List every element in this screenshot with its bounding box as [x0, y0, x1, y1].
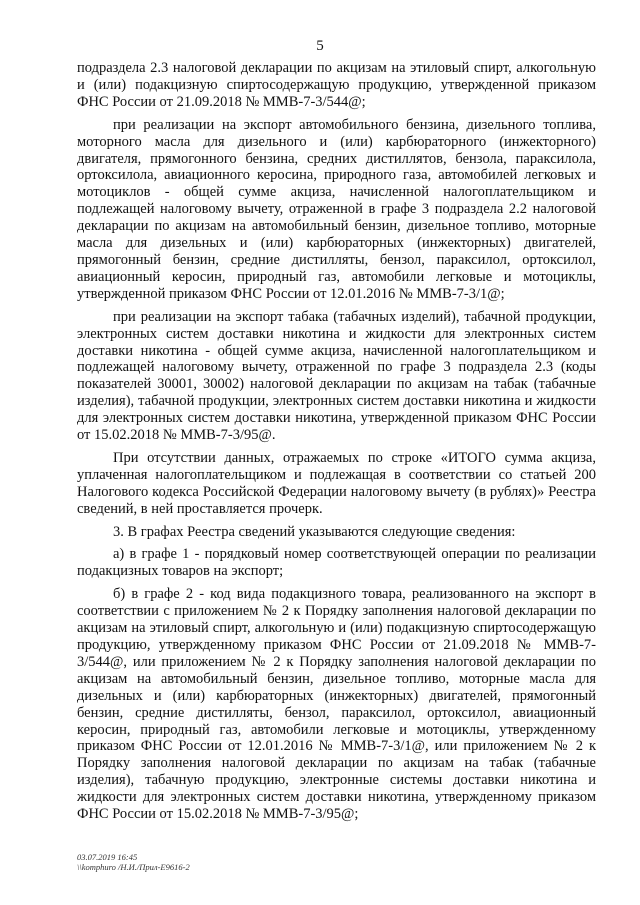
document-footer	[77, 852, 190, 872]
paragraph-no-data: При отсутствии данных, отражаемых по строке «ИТОГО сумма акциза, уплаченная налогоплательщиком и подлежащая в соответствии со статьей 200 Налогового кодекса Российской Федерации налоговому вычету (в рублях)» Реестра сведений, в ней проставляется прочерк.	[77, 449, 596, 517]
page-number: 5	[316, 38, 324, 54]
paragraph-fuel-export: при реализации на экспорт автомобильного бензина, дизельного топлива, моторного масла для дизельного и (или) карбюраторного (инжекторного) двигателя, прямогонного бензина, средних дистиллятов, бензола, параксилола, ортоксилола, авиационного керосина, природного газа, автомобилей легковых и мотоциклов - общей сумме акциза, начисленной налогоплательщиком и подлежащей налоговому вычету, отраженной в графе 3 подраздела 2.2 налоговой декларации по акцизам на автомобильный бензин, дизельное топливо, моторные масла для дизельных и (или) карбюраторных (инжекторных) двигателей, прямогонный бензин, средние дистилляты, бензол, параксилол, ортоксилол, авиационный керосин, природный газ, автомобили легковые и мотоциклы, утвержденной приказом ФНС России от 12.01.2016 № ММВ-7-3/1@;	[77, 116, 596, 302]
paragraph-section-3: 3. В графах Реестра сведений указываются следующие сведения:	[113, 523, 516, 540]
footer-date: 03.07.2019 16:45	[77, 852, 138, 862]
paragraph-continuation: подраздела 2.3 налоговой декларации по акцизам на этиловый спирт, алкогольную и (или) подакцизную спиртосодержащую продукцию, утвержденной приказом ФНС России от 21.09.2018 № ММВ-7-3/544@;	[77, 60, 596, 110]
paragraph-item-a: а) в графе 1 - порядковый номер соответствующей операции по реализации подакцизных товаров на экспорт;	[77, 546, 596, 580]
footer-file-path: \\komphuro /Н.И./Прил-E9616-2	[77, 862, 190, 872]
paragraph-tobacco-export: при реализации на экспорт табака (табачных изделий), табачной продукции, электронных систем доставки никотина и жидкости для электронных систем доставки никотина - общей сумме акциза, начисленной налогоплательщиком и подлежащей налоговому вычету, отраженной по графе 3 подраздела 2.3 (коды показателей 30001, 30002) налоговой декларации по акцизам на табак (табачные изделия), табачной продукции, электронных систем доставки никотина и жидкости для электронных систем доставки никотина, утвержденной приказом ФНС России от 15.02.2018 № ММВ-7-3/95@.	[77, 308, 596, 444]
paragraph-item-b: б) в графе 2 - код вида подакцизного товара, реализованного на экспорт в соответствии с приложением № 2 к Порядку заполнения налоговой декларации по акцизам на этиловый спирт, алкогольную и (или) подакцизную спиртосодержащую продукцию, утвержденному приказом ФНС России от 21.09.2018 № ММВ-7-3/544@, или приложением № 2 к Порядку заполнения налоговой декларации по акцизам на автомобильный бензин, дизельное топливо, моторные масла для дизельных и (или) карбюраторных (инжекторных) двигателей, прямогонный бензин, средние дистилляты, бензол, параксилол, ортоксилол, авиационный керосин, природный газ, автомобили легковые и мотоциклы, утвержденному приказом ФНС России от 12.01.2016 № ММВ-7-3/1@, или приложением № 2 к Порядку заполнения налоговой декларации по акцизам на табак (табачные изделия), табачную продукцию, электронные системы доставки никотина и жидкости для электронных систем доставки никотина, утвержденному приказом ФНС России от 15.02.2018 № ММВ-7-3/95@;	[77, 586, 596, 823]
document-body	[77, 60, 596, 829]
